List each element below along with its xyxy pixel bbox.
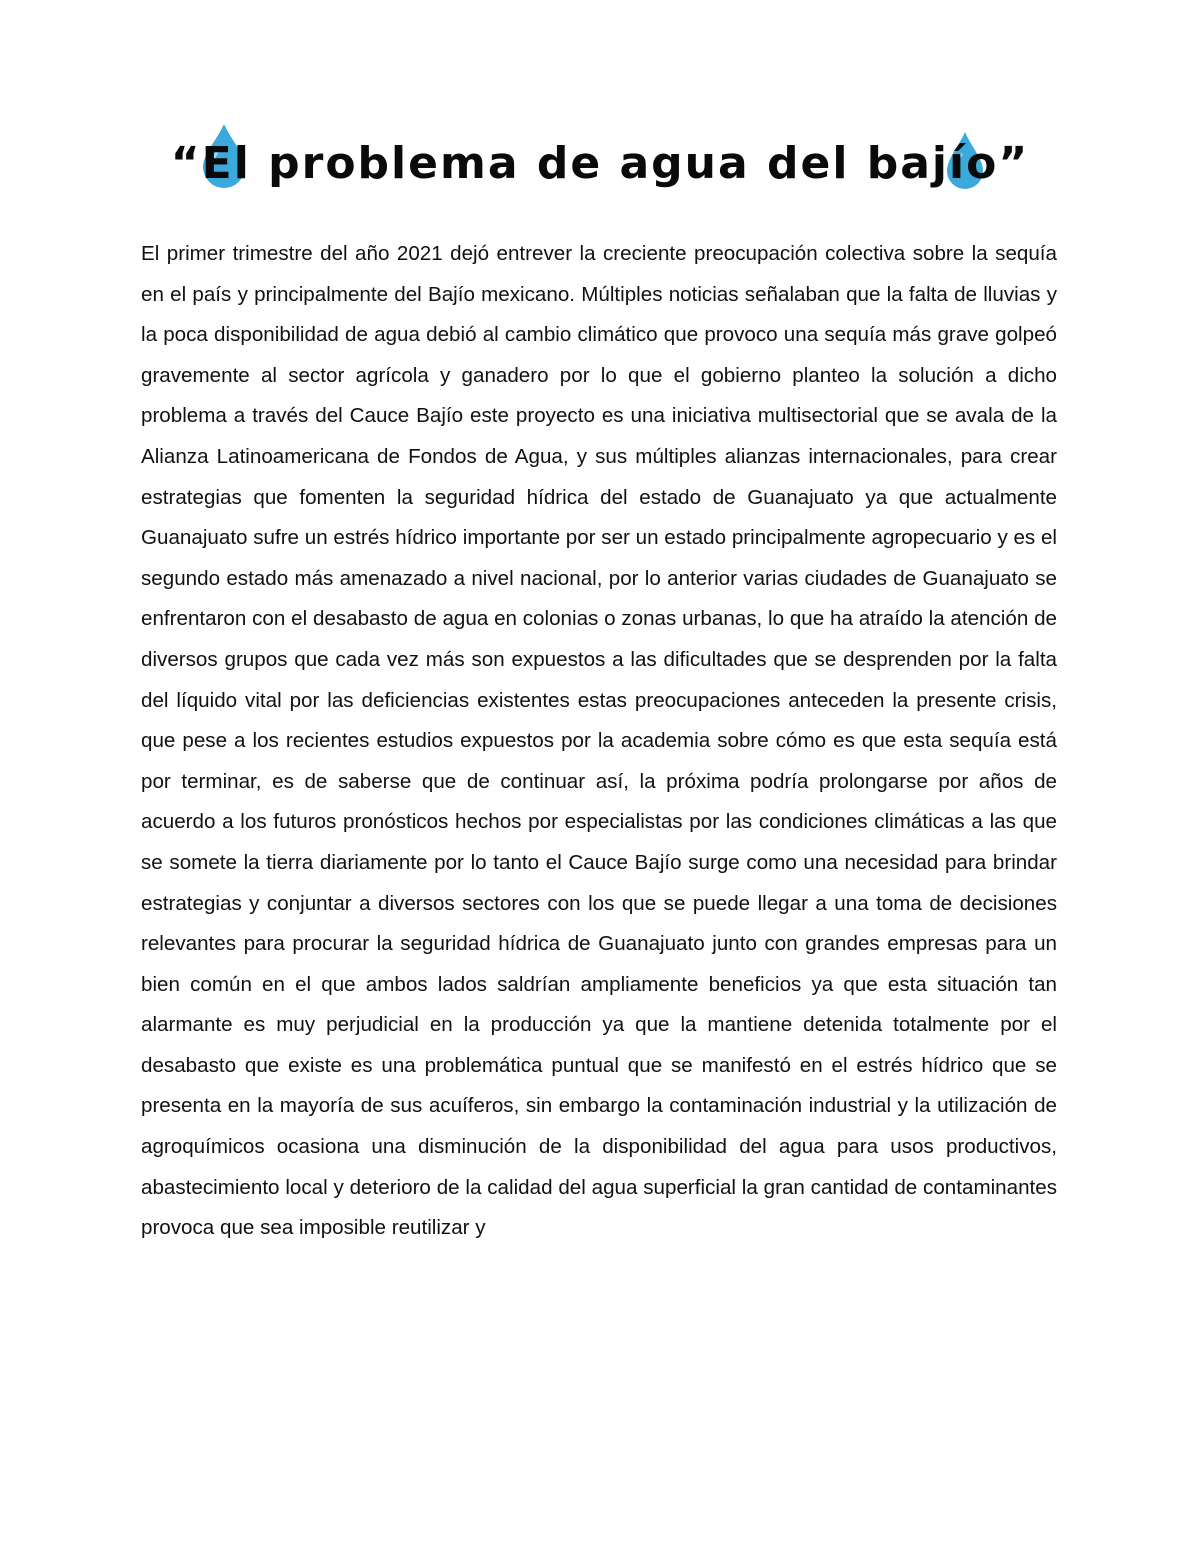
page-title: “El problema de agua del bajío” (170, 138, 1030, 189)
title-block (0, 118, 1200, 208)
body-paragraph: El primer trimestre del año 2021 dejó entrever la creciente preocupación colectiva sobre la sequía en el país y principalmente del Bajío mexicano. Múltiples noticias señalaban que la falta de lluvias y la poca disponibilidad de agua debió al cambio climático que provoco una sequía más grave golpeó gravemente al sector agrícola y ganadero por lo que el gobierno planteo la solución a dicho problema a través del Cauce Bajío este proyecto es una iniciativa multisectorial que se avala de la Alianza Latinoamericana de Fondos de Agua, y sus múltiples alianzas internacionales, para crear estrategias que fomenten la seguridad hídrica del estado de Guanajuato ya que actualmente Guanajuato sufre un estrés hídrico importante por ser un estado principalmente agropecuario y es el segundo estado más amenazado a nivel nacional, por lo anterior varias ciudades de Guanajuato se enfrentaron con el desabasto de agua en colonias o zonas urbanas, lo que ha atraído la atención de diversos grupos que cada vez más son expuestos a las dificultades que se desprenden por la falta del líquido vital por las deficiencias existentes estas preocupaciones anteceden la presente crisis, que pese a los recientes estudios expuestos por la academia sobre cómo es que esta sequía está por terminar, es de saberse que de continuar así, la próxima podría prolongarse por años de acuerdo a los futuros pronósticos hechos por especialistas por las condiciones climáticas a las que se somete la tierra diariamente por lo tanto el Cauce Bajío surge como una necesidad para brindar estrategias y conjuntar a diversos sectores con los que se puede llegar a una toma de decisiones relevantes para procurar la seguridad hídrica de Guanajuato junto con grandes empresas para un bien común en el que ambos lados saldrían ampliamente beneficios ya que esta situación tan alarmante es muy perjudicial en la producción ya que la mantiene detenida totalmente por el desabasto que existe es una problemática puntual que se manifestó en el estrés hídrico que se presenta en la mayoría de sus acuíferos, sin embargo la contaminación industrial y la utilización de agroquímicos ocasiona una disminución de la disponibilidad del agua para usos productivos, abastecimiento local y deterioro de la calidad del agua superficial la gran cantidad de contaminantes provoca que sea imposible reutilizar y (141, 242, 1057, 1240)
